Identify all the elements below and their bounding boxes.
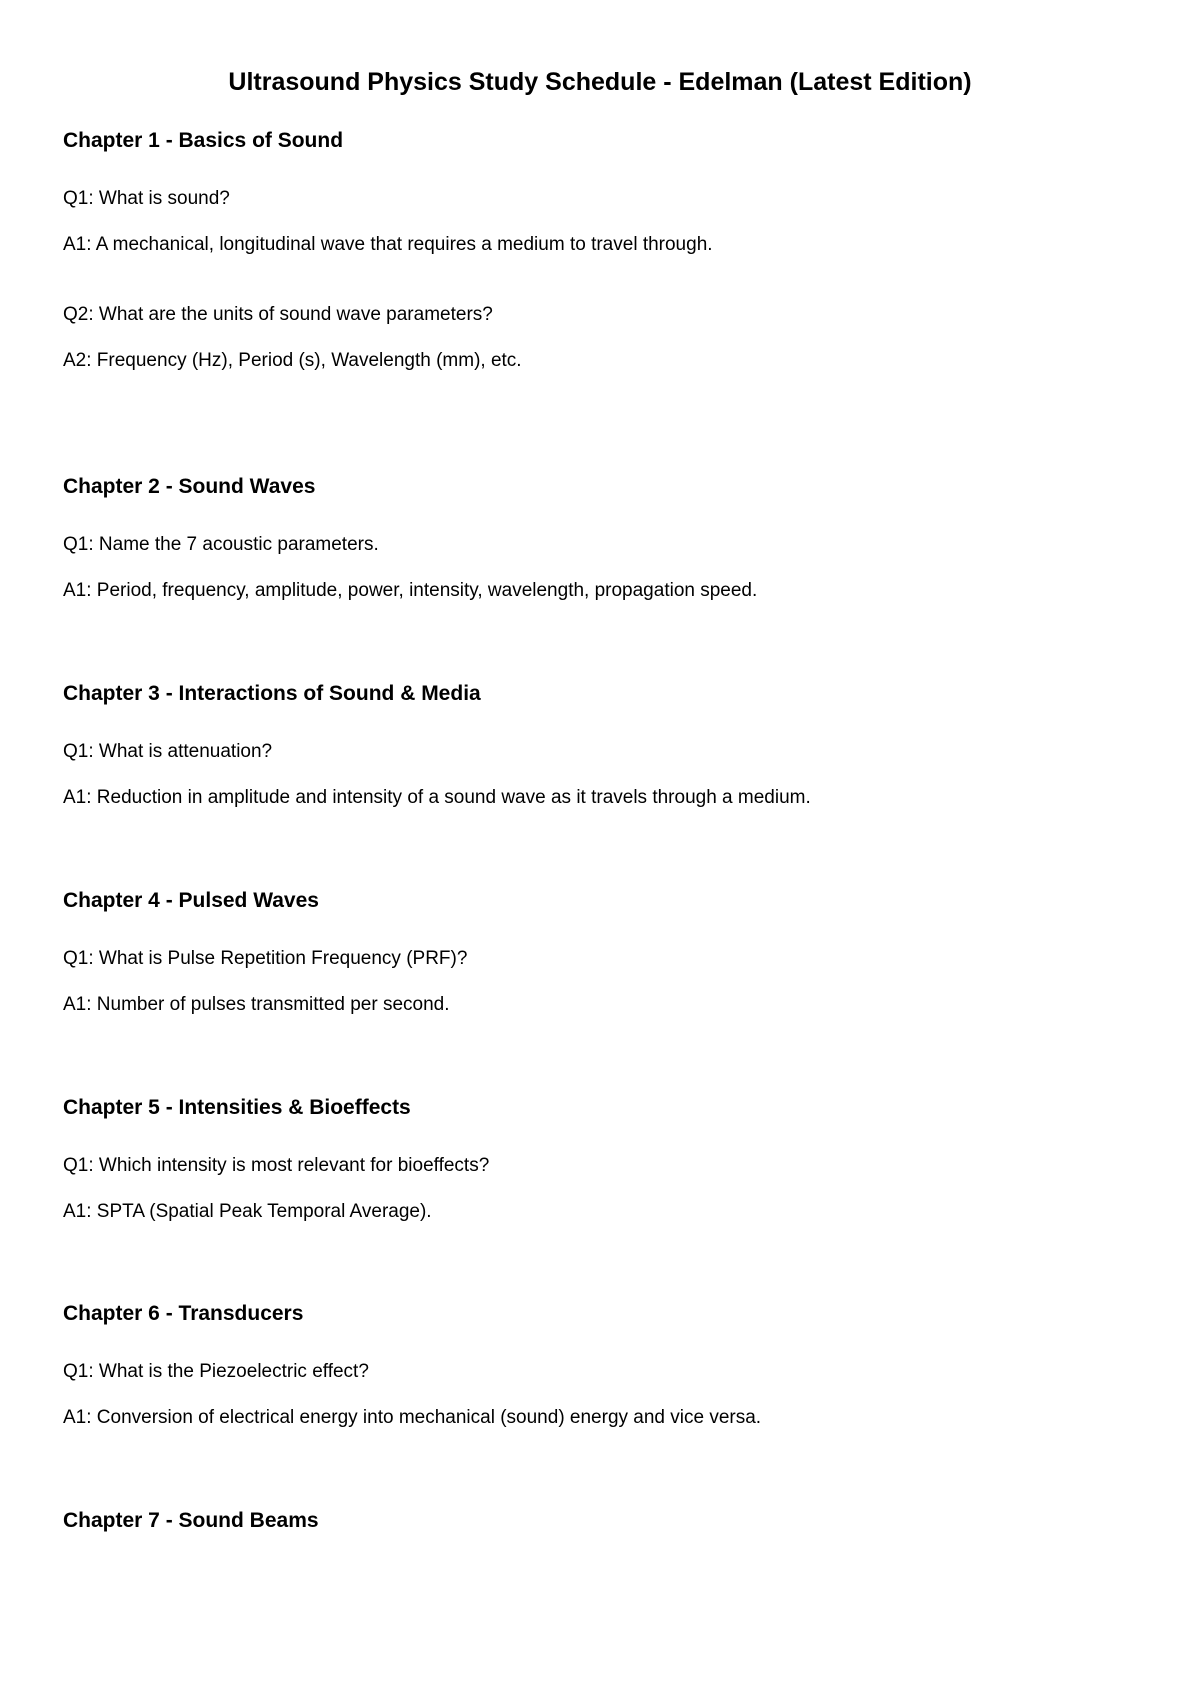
- question-text: Q1: What is the Piezoelectric effect?: [63, 1361, 369, 1382]
- question-text: Q1: What is sound?: [63, 188, 230, 209]
- chapter-heading: Chapter 7 - Sound Beams: [63, 1509, 319, 1532]
- answer-text: A1: Period, frequency, amplitude, power, intensity, wavelength, propagation speed.: [63, 580, 758, 601]
- question-text: Q1: Name the 7 acoustic parameters.: [63, 534, 379, 555]
- question-text: Q2: What are the units of sound wave parameters?: [63, 304, 493, 325]
- answer-text: A1: Number of pulses transmitted per second.: [63, 994, 450, 1015]
- chapter-heading: Chapter 6 - Transducers: [63, 1302, 304, 1325]
- chapter-7-section: [63, 1507, 1143, 1535]
- chapter-5-section: [63, 1094, 1143, 1224]
- chapter-heading: Chapter 3 - Interactions of Sound & Media: [63, 682, 481, 705]
- chapter-heading: Chapter 2 - Sound Waves: [63, 475, 316, 498]
- answer-text: A1: SPTA (Spatial Peak Temporal Average).: [63, 1201, 432, 1222]
- chapter-heading: Chapter 4 - Pulsed Waves: [63, 889, 319, 912]
- chapter-1-section: [63, 127, 1143, 373]
- answer-text: A1: Reduction in amplitude and intensity of a sound wave as it travels through a medium.: [63, 787, 811, 808]
- chapter-2-section: [63, 473, 1143, 603]
- chapter-4-section: [63, 887, 1143, 1017]
- qa-pair: [63, 187, 1143, 257]
- qa-pair: [63, 947, 1143, 1017]
- document-title: Ultrasound Physics Study Schedule - Edelman (Latest Edition): [228, 68, 972, 96]
- answer-text: A1: Conversion of electrical energy into mechanical (sound) energy and vice versa.: [63, 1407, 762, 1428]
- question-text: Q1: Which intensity is most relevant for bioeffects?: [63, 1155, 490, 1176]
- question-text: Q1: What is attenuation?: [63, 741, 273, 762]
- qa-pair: [63, 1154, 1143, 1224]
- qa-pair: [63, 1360, 1143, 1430]
- qa-pair: [63, 740, 1143, 810]
- chapter-heading: Chapter 5 - Intensities & Bioeffects: [63, 1096, 411, 1119]
- chapter-6-section: [63, 1300, 1143, 1430]
- qa-pair: [63, 303, 1143, 373]
- answer-text: A2: Frequency (Hz), Period (s), Wavelength (mm), etc.: [63, 350, 522, 371]
- chapter-3-section: [63, 680, 1143, 810]
- qa-pair: [63, 533, 1143, 603]
- question-text: Q1: What is Pulse Repetition Frequency (PRF)?: [63, 948, 468, 969]
- chapter-heading: Chapter 1 - Basics of Sound: [63, 129, 344, 152]
- answer-text: A1: A mechanical, longitudinal wave that requires a medium to travel through.: [63, 234, 713, 255]
